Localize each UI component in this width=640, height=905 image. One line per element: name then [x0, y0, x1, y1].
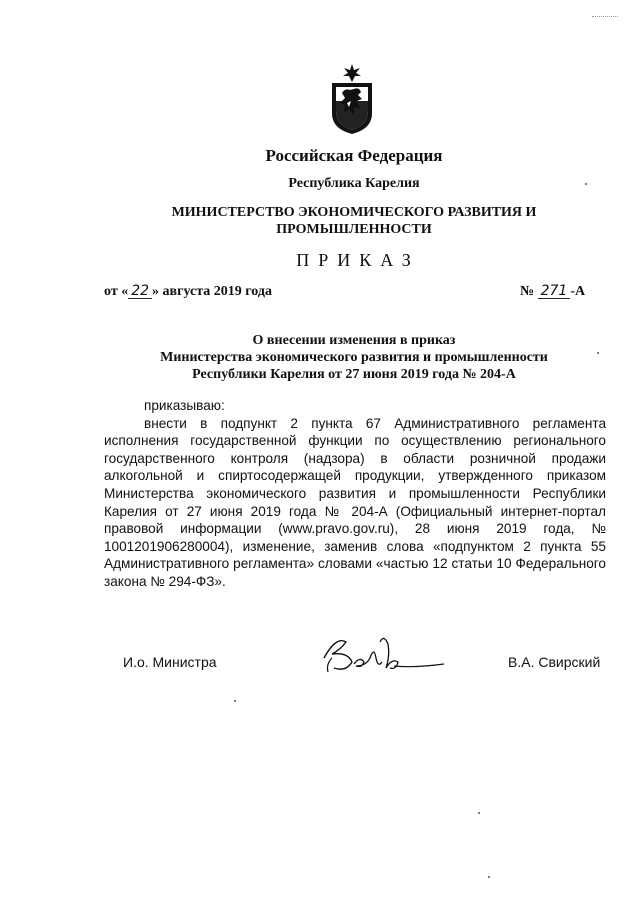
- scan-speck: [597, 352, 599, 354]
- signer-role: И.о. Министра: [123, 654, 217, 670]
- number-handwritten: 271: [538, 284, 571, 299]
- scan-mark: [592, 16, 618, 18]
- subject-line1: О внесении изменения в приказ: [252, 333, 456, 348]
- scan-speck: [478, 812, 480, 814]
- date-suffix: » августа 2019 года: [152, 284, 272, 299]
- scan-speck: [585, 183, 587, 185]
- subject-line3: Республики Карелия от 27 июня 2019 года № 204-А: [192, 367, 516, 382]
- republic-title: Республика Карелия: [288, 176, 420, 191]
- country-title: Российская Федерация: [265, 146, 443, 165]
- handwritten-signature-icon: [318, 628, 448, 680]
- order-date: [104, 284, 272, 300]
- date-prefix: от «: [104, 284, 129, 299]
- ministry-title: [34, 204, 640, 238]
- number-suffix: -А: [570, 284, 586, 299]
- order-subject: [34, 332, 640, 383]
- ministry-title-line1: МИНИСТЕРСТВО ЭКОНОМИЧЕСКОГО РАЗВИТИЯ И: [171, 205, 537, 220]
- coat-of-arms-icon: [327, 63, 377, 135]
- scan-speck: [488, 876, 490, 878]
- ordered-word: приказываю:: [144, 398, 225, 413]
- subject-line2: Министерства экономического развития и промышленности: [160, 350, 548, 365]
- date-day-handwritten: 22: [128, 284, 152, 299]
- document-type: ПРИКАЗ: [296, 250, 420, 270]
- number-prefix: №: [520, 284, 535, 299]
- order-clause: внести в подпункт 2 пункта 67 Административного регламента исполнения государственной функции по осуществлению регионального государственного контроля (надзора) в области розничной продажи алкогольной и спиртосодержащей продукции, утвержденного приказом Министерства экономического развития и промышленности Республики Карелия от 27 июня 2019 года № 204-А (Официальный интернет-портал правовой информации (www.pravo.gov.ru), 28 июня 2019 года, № 1001201906280004), изменение, заменив слова «подпунктом 2 пункта 55 Административного регламента» словами «частью 12 статьи 10 Федерального закона № 294-ФЗ».: [104, 415, 606, 589]
- signer-name: В.А. Свирский: [508, 654, 601, 670]
- scan-speck: [234, 700, 236, 702]
- order-body: [104, 397, 606, 591]
- ministry-title-line2: ПРОМЫШЛЕННОСТИ: [276, 222, 432, 237]
- order-number: [520, 284, 585, 300]
